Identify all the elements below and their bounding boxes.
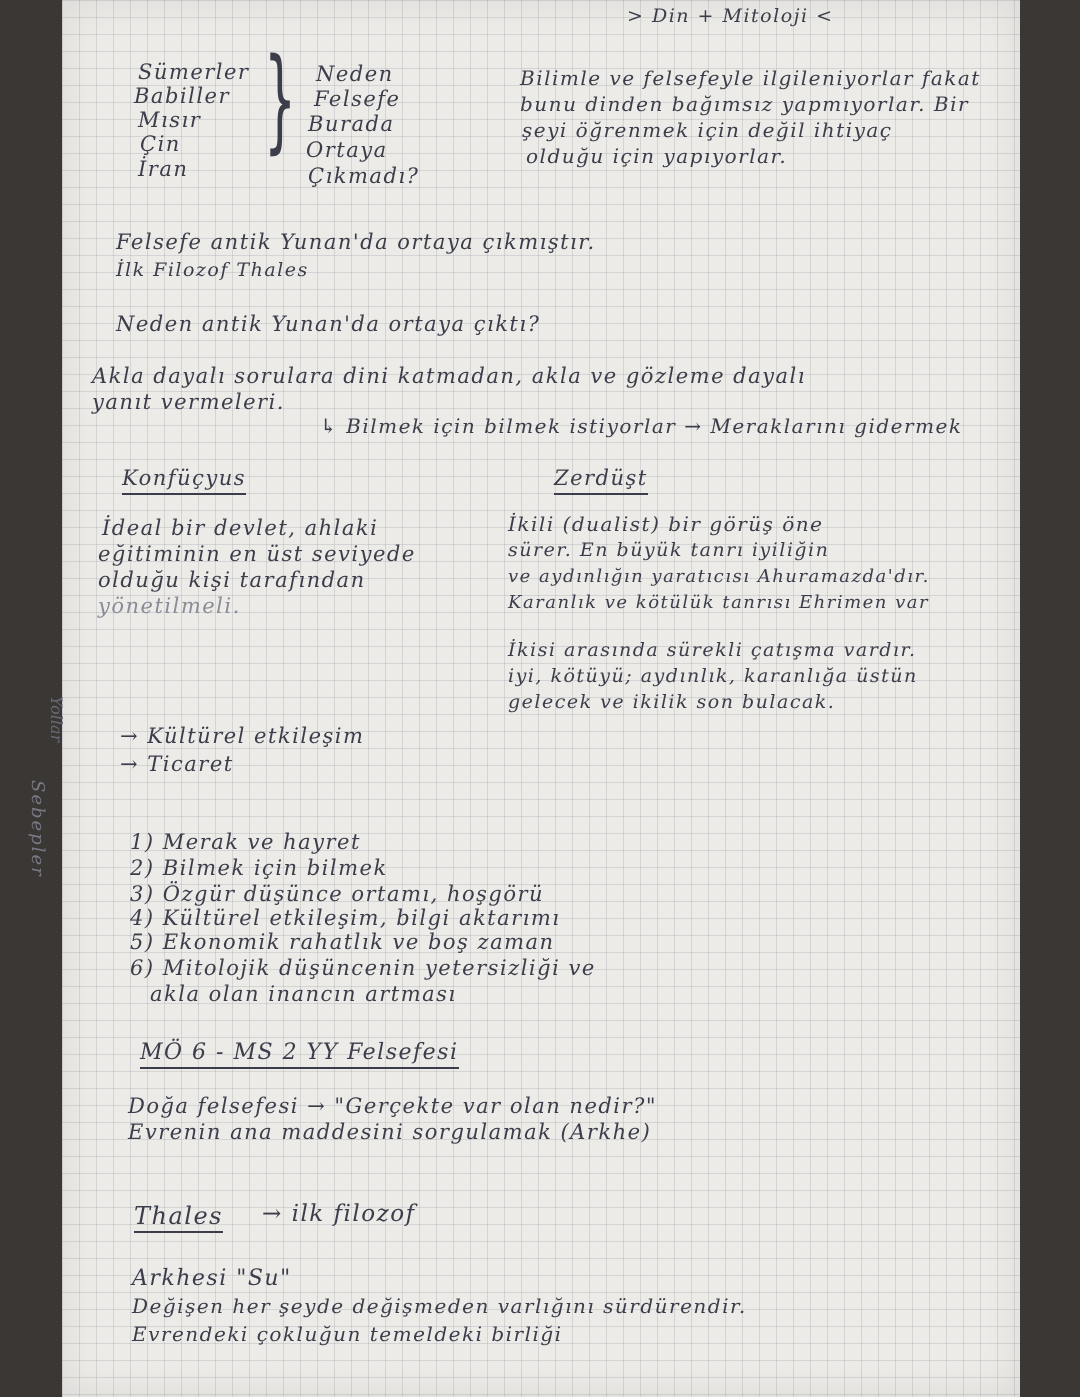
zerdust-line: Karanlık ve kötülük tanrısı Ehrimen var bbox=[508, 592, 930, 613]
konfucyus-line: olduğu kişi tarafından bbox=[98, 568, 366, 592]
zerdust-line: sürer. En büyük tanrı iyiliğin bbox=[508, 539, 830, 561]
civ-note-line: bunu dinden bağımsız yapmıyorlar. Bir bbox=[520, 92, 970, 116]
reason-item: 6) Mitolojik düşüncenin yetersizliği ve bbox=[130, 956, 596, 980]
question-line: Neden antik Yunan'da ortaya çıktı? bbox=[116, 312, 541, 336]
effect-item: → Kültürel etkileşim bbox=[120, 724, 365, 748]
answer-line: Akla dayalı sorulara dini katmadan, akla ve gözleme dayalı bbox=[92, 364, 806, 388]
why-question-line: Felsefe bbox=[314, 87, 401, 111]
reason-item: 2) Bilmek için bilmek bbox=[130, 856, 388, 880]
side-label: Yollar bbox=[47, 696, 66, 743]
konfucyus-line: eğitiminin en üst seviyede bbox=[98, 542, 416, 566]
civilization-item: Babiller bbox=[134, 84, 231, 108]
civilization-item: Sümerler bbox=[138, 60, 250, 84]
period-heading: MÖ 6 - MS 2 YY Felsefesi bbox=[140, 1040, 459, 1069]
why-question-line: Ortaya bbox=[306, 138, 388, 162]
notebook-page bbox=[27, 0, 1020, 1397]
zerdust-line: ve aydınlığın yaratıcısı Ahuramazda'dır. bbox=[508, 566, 930, 587]
curly-brace-icon: } bbox=[264, 35, 297, 165]
answer-arrow-line: ↳ Bilmek için bilmek istiyorlar → Meraklarını gidermek bbox=[320, 414, 963, 438]
thales-arrow: → ilk filozof bbox=[262, 1201, 416, 1227]
reason-item: akla olan inancın artması bbox=[150, 982, 457, 1006]
doga-line: Doğa felsefesi → "Gerçekte var olan nedir?" bbox=[128, 1094, 657, 1118]
zerdust-line: İkili (dualist) bir görüş öne bbox=[508, 512, 824, 536]
reason-item: 1) Merak ve hayret bbox=[130, 830, 361, 854]
side-label: Sebepler bbox=[27, 780, 48, 878]
why-question-line: Burada bbox=[308, 112, 395, 136]
konfucyus-line: yönetilmeli. bbox=[98, 594, 241, 618]
zerdust-line: İkisi arasında sürekli çatışma vardır. bbox=[508, 639, 917, 661]
civ-note-line: olduğu için yapıyorlar. bbox=[526, 144, 788, 168]
zerdust-heading: Zerdüşt bbox=[554, 466, 648, 495]
zerdust-line: iyi, kötüyü; aydınlık, karanlığa üstün bbox=[508, 665, 918, 687]
why-question-line: Neden bbox=[316, 62, 394, 86]
thales-heading: Thales bbox=[134, 1204, 223, 1233]
doga-line: Evrenin ana maddesini sorgulamak (Arkhe) bbox=[128, 1120, 652, 1144]
civilization-item: Mısır bbox=[138, 108, 202, 132]
konfucyus-line: İdeal bir devlet, ahlaki bbox=[102, 516, 379, 540]
thales-line: Evrendeki çokluğun temeldeki birliği bbox=[132, 1322, 563, 1346]
thales-line: Değişen her şeyde değişmeden varlığını sürdürendir. bbox=[132, 1294, 747, 1318]
why-question-line: Çıkmadı? bbox=[308, 164, 420, 188]
civ-note-line: Bilimle ve felsefeyle ilgileniyorlar fakat bbox=[520, 66, 981, 90]
reason-item: 3) Özgür düşünce ortamı, hoşgörü bbox=[130, 882, 545, 906]
header-note: > Din + Mitoloji < bbox=[627, 5, 834, 27]
civ-note-line: şeyi öğrenmek için değil ihtiyaç bbox=[522, 118, 893, 142]
konfucyus-heading: Konfüçyus bbox=[122, 466, 246, 495]
civilization-item: Çin bbox=[140, 132, 181, 156]
civilization-item: İran bbox=[138, 157, 189, 181]
thales-line: Arkhesi "Su" bbox=[132, 1266, 292, 1291]
reason-item: 5) Ekonomik rahatlık ve boş zaman bbox=[130, 930, 555, 954]
effect-item: → Ticaret bbox=[120, 752, 234, 776]
origin-line: İlk Filozof Thales bbox=[116, 259, 309, 281]
reason-item: 4) Kültürel etkileşim, bilgi aktarımı bbox=[130, 906, 561, 930]
answer-line: yanıt vermeleri. bbox=[92, 390, 285, 414]
zerdust-line: gelecek ve ikilik son bulacak. bbox=[508, 691, 836, 713]
origin-line: Felsefe antik Yunan'da ortaya çıkmıştır. bbox=[116, 230, 596, 254]
